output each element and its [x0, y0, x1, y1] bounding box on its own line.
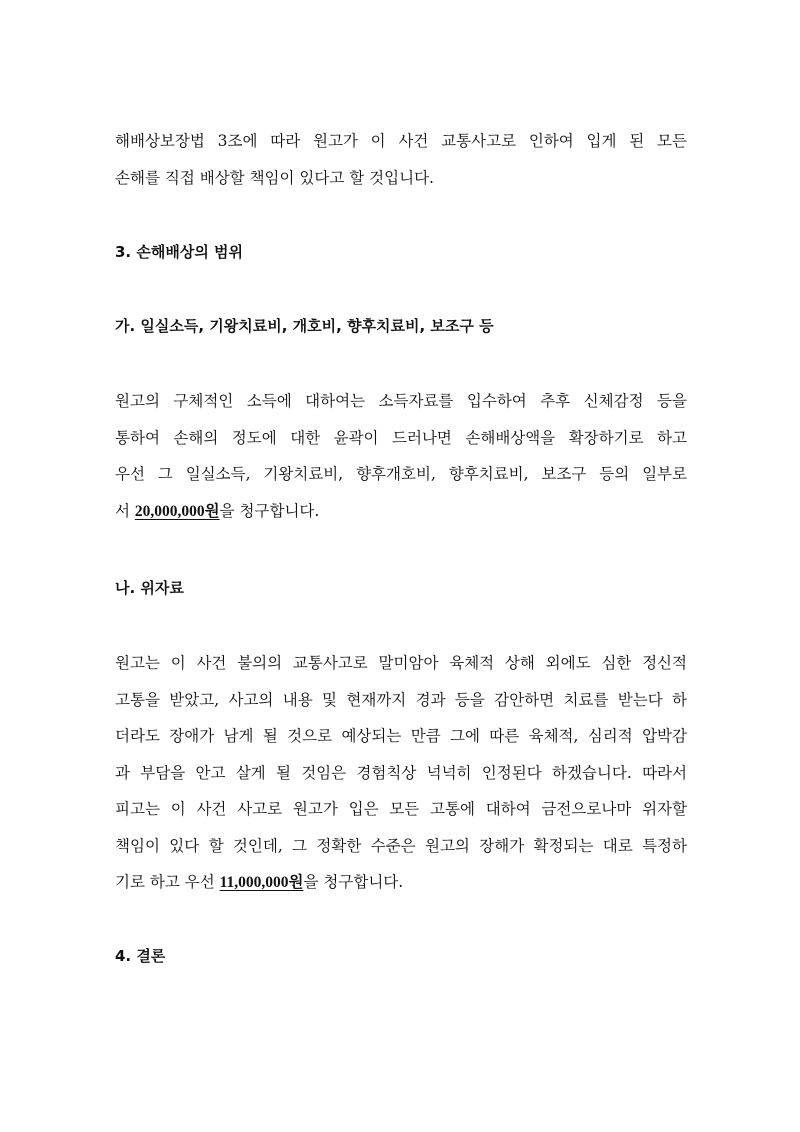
text-fragment: 을 청구합니다. [303, 873, 404, 891]
intro-paragraph [115, 123, 687, 196]
section-heading-3: 3. 손해배상의 범위 [115, 243, 244, 261]
text-fragment: 을 청구합니다. [219, 501, 320, 520]
subsection-heading-a: 가. 일실소득, 기왕치료비, 개호비, 향후치료비, 보조구 등 [115, 317, 494, 335]
text-fragment: 서 [115, 501, 135, 520]
text-line: 원고는 이 사건 불의의 교통사고로 말미암아 육체적 상해 외에도 심한 정신적 [115, 654, 687, 672]
text-line: 책임이 있다 할 것인데, 그 정확한 수준은 원고의 장해가 확정되는 대로 특정하 [115, 836, 687, 855]
text-line [115, 493, 687, 530]
text-line: 통하여 손해의 정도에 대한 윤곽이 드러나면 손해배상액을 확장하기로 하고 [115, 428, 687, 447]
text-line: 더라도 장애가 남게 될 것으로 예상되는 만큼 그에 따른 육체적, 심리적 압박감 [115, 727, 687, 745]
lost-income-paragraph [115, 383, 687, 529]
text-line: 피고는 이 사건 사고로 원고가 입은 모든 고통에 대하여 금전으로나마 위자할 [115, 800, 687, 818]
text-line: 고통을 받았고, 사고의 내용 및 현재까지 경과 등을 감안하면 치료를 받는다 하 [115, 690, 687, 709]
claim-amount: 11,000,000원 [219, 874, 304, 891]
text-line [115, 864, 687, 901]
subsection-heading-b: 나. 위자료 [115, 579, 184, 597]
text-line: 손해를 직접 배상할 책임이 있다고 할 것입니다. [115, 168, 434, 187]
text-fragment: 기로 하고 우선 [115, 873, 220, 891]
text-line: 우선 그 일실소득, 기왕치료비, 향후개호비, 향후치료비, 보조구 등의 일부로 [115, 465, 687, 483]
text-line: 원고의 구체적인 소득에 대하여는 소득자료를 입수하여 추후 신체감정 등을 [115, 392, 687, 410]
text-line: 해배상보장법 3조에 따라 원고가 이 사건 교통사고로 인하여 입게 된 모든 [115, 132, 687, 150]
section-heading-4: 4. 결론 [115, 947, 166, 965]
consolation-paragraph [115, 645, 687, 901]
text-line: 과 부담을 안고 살게 될 것임은 경험칙상 넉넉히 인정된다 하겠습니다. 따라서 [115, 763, 687, 782]
claim-amount: 20,000,000원 [134, 502, 220, 520]
